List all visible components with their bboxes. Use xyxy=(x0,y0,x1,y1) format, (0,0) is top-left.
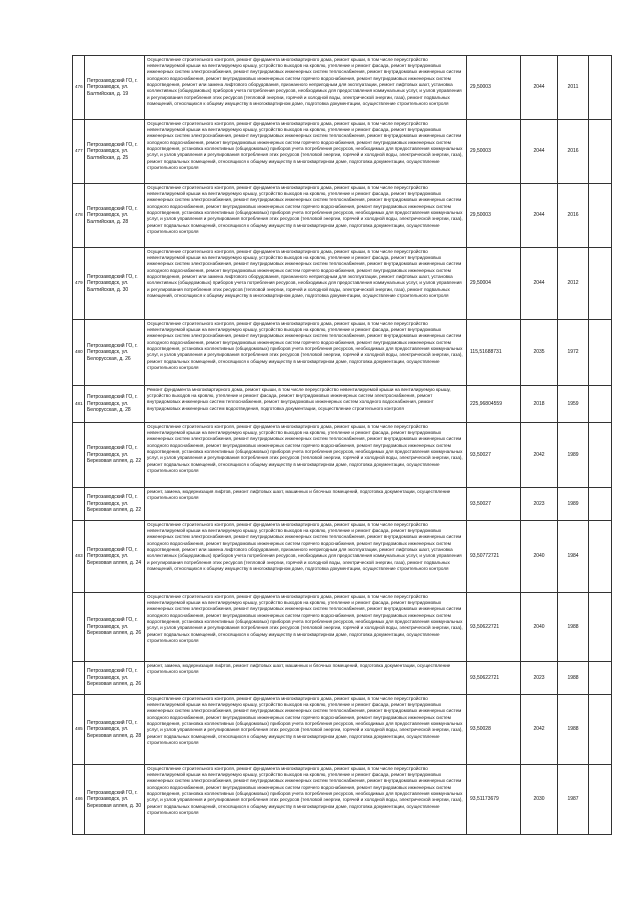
address-cell: Петрозаводский ГО, г. Петрозаводск, ул. Березовая аллея, д. 28 xyxy=(85,695,145,765)
empty-cell xyxy=(589,695,612,765)
build-year-cell: 1989 xyxy=(558,423,589,488)
empty-cell xyxy=(589,56,612,120)
table-row xyxy=(73,56,612,120)
table-row xyxy=(73,386,612,423)
row-number-cell: 480 xyxy=(73,320,85,386)
table-row xyxy=(73,521,612,593)
empty-cell xyxy=(589,184,612,248)
planned-year-cell: 2030 xyxy=(521,765,558,835)
row-number-cell: 481 xyxy=(73,386,85,423)
capital-repair-table xyxy=(72,55,612,835)
table-row xyxy=(73,423,612,488)
cost-cell: 93,50027 xyxy=(467,423,521,488)
planned-year-cell: 2044 xyxy=(521,120,558,184)
empty-cell xyxy=(589,488,612,521)
build-year-cell: 2016 xyxy=(558,120,589,184)
table-row xyxy=(73,765,612,835)
cost-cell: 225,96804559 xyxy=(467,386,521,423)
cost-cell: 93,50027 xyxy=(467,488,521,521)
work-description-cell: Осуществление строительного контроля, ремонт фундамента многоквартирного дома, ремонт крыши, в том числе переустройство невентилируемой крыши на вентилируемую крышу, устройство выходов на кровлю, утепление и ремонт фасада, ремонт внутридомовых инженерных систем электроснабжения, ремонт внутридомовых инженерных систем теплоснабжения, ремонт внутридомовых инженерных систем холодного водоснабжения, ремонт внутридомовых инженерных систем горячего водоснабжения, ремонт внутридомовых инженерных систем водоотведения, установка коллективных (общедомовых) приборов учета потребления ресурсов, необходимых для предоставления коммунальных услуг, и узлов управления и регулирования потребления этих ресурсов (тепловой энергии, горячей и холодной воды, электрической энергии, газа), ремонт подвальных помещений, относящихся к общему имуществу в многоквартирном доме, подготовка документации, осуществление строительного контроля xyxy=(145,320,467,386)
work-description-cell: Осуществление строительного контроля, ремонт фундамента многоквартирного дома, ремонт крыши, в том числе переустройство невентилируемой крыши на вентилируемую крышу, устройство выходов на кровлю, утепление и ремонт фасада, ремонт внутридомовых инженерных систем электроснабжения, ремонт внутридомовых инженерных систем теплоснабжения, ремонт внутридомовых инженерных систем холодного водоснабжения, ремонт внутридомовых инженерных систем горячего водоснабжения, ремонт внутридомовых инженерных систем водоотведения, ремонт или замена лифтового оборудования, признанного непригодным для эксплуатации, ремонт лифтовых шахт, установка коллективных (общедомовых) приборов учета потребления ресурсов, необходимых для предоставления коммунальных услуг, и узлов управления и регулирования потребления этих ресурсов (тепловой энергии, горячей и холодной воды, электрической энергии, газа), ремонт подвальных помещений, относящихся к общему имуществу в многоквартирном доме, подготовка документации, осуществление строительного контроля xyxy=(145,56,467,120)
build-year-cell: 1988 xyxy=(558,695,589,765)
planned-year-cell: 2042 xyxy=(521,695,558,765)
planned-year-cell: 2023 xyxy=(521,488,558,521)
work-description-cell: ремонт, замена, модернизация лифтов, ремонт лифтовых шахт, машинных и блочных помещений, подготовка документации, осуществление строительного контроля xyxy=(145,488,467,521)
table-row xyxy=(73,662,612,695)
cost-cell: 29,50004 xyxy=(467,248,521,320)
empty-cell xyxy=(589,386,612,423)
planned-year-cell: 2023 xyxy=(521,662,558,695)
table-row xyxy=(73,695,612,765)
planned-year-cell: 2042 xyxy=(521,423,558,488)
address-cell: Петрозаводский ГО, г. Петрозаводск, ул. Белорусская, д. 26 xyxy=(85,320,145,386)
row-number-cell xyxy=(73,488,85,521)
empty-cell xyxy=(589,521,612,593)
empty-cell xyxy=(589,423,612,488)
table-row xyxy=(73,120,612,184)
table-row xyxy=(73,593,612,662)
address-cell: Петрозаводский ГО, г. Петрозаводск, ул. Березовая аллея, д. 26 xyxy=(85,662,145,695)
build-year-cell: 1972 xyxy=(558,320,589,386)
address-cell: Петрозаводский ГО, г. Петрозаводск, ул. Балтийская, д. 30 xyxy=(85,248,145,320)
work-description-cell: Осуществление строительного контроля, ремонт фундамента многоквартирного дома, ремонт крыши, в том числе переустройство невентилируемой крыши на вентилируемую крышу, устройство выходов на кровлю, утепление и ремонт фасада, ремонт внутридомовых инженерных систем электроснабжения, ремонт внутридомовых инженерных систем теплоснабжения, ремонт внутридомовых инженерных систем холодного водоснабжения, ремонт внутридомовых инженерных систем горячего водоснабжения, ремонт внутридомовых инженерных систем водоотведения, установка коллективных (общедомовых) приборов учета потребления ресурсов, необходимых для предоставления коммунальных услуг, и узлов управления и регулирования потребления этих ресурсов (тепловой энергии, горячей и холодной воды, электрической энергии, газа), ремонт подвальных помещений, относящихся к общему имуществу в многоквартирном доме, подготовка документации, осуществление строительного контроля xyxy=(145,184,467,248)
address-cell: Петрозаводский ГО, г. Петрозаводск, ул. Березовая аллея, д. 22 xyxy=(85,423,145,488)
work-description-cell: Осуществление строительного контроля, ремонт фундамента многоквартирного дома, ремонт крыши, в том числе переустройство невентилируемой крыши на вентилируемую крышу, устройство выходов на кровлю, утепление и ремонт фасада, ремонт внутридомовых инженерных систем электроснабжения, ремонт внутридомовых инженерных систем теплоснабжения, ремонт внутридомовых инженерных систем холодного водоснабжения, ремонт внутридомовых инженерных систем горячего водоснабжения, ремонт внутридомовых инженерных систем водоотведения, установка коллективных (общедомовых) приборов учета потребления ресурсов, необходимых для предоставления коммунальных услуг, и узлов управления и регулирования потребления этих ресурсов (тепловой энергии, горячей и холодной воды, электрической энергии, газа), ремонт подвальных помещений, относящихся к общему имуществу в многоквартирном доме, подготовка документации, осуществление строительного контроля xyxy=(145,695,467,765)
planned-year-cell: 2044 xyxy=(521,56,558,120)
row-number-cell: 485 xyxy=(73,695,85,765)
cost-cell: 29,50003 xyxy=(467,120,521,184)
address-cell: Петрозаводский ГО, г. Петрозаводск, ул. Березовая аллея, д. 30 xyxy=(85,765,145,835)
planned-year-cell: 2040 xyxy=(521,593,558,662)
empty-cell xyxy=(589,765,612,835)
table-row xyxy=(73,488,612,521)
build-year-cell: 2012 xyxy=(558,248,589,320)
address-cell: Петрозаводский ГО, г. Петрозаводск, ул. Балтийская, д. 25 xyxy=(85,120,145,184)
build-year-cell: 1984 xyxy=(558,521,589,593)
cost-cell: 29,50003 xyxy=(467,184,521,248)
work-description-cell: Осуществление строительного контроля, ремонт фундамента многоквартирного дома, ремонт крыши, в том числе переустройство невентилируемой крыши на вентилируемую крышу, устройство выходов на кровлю, утепление и ремонт фасада, ремонт внутридомовых инженерных систем электроснабжения, ремонт внутридомовых инженерных систем теплоснабжения, ремонт внутридомовых инженерных систем холодного водоснабжения, ремонт внутридомовых инженерных систем горячего водоснабжения, ремонт внутридомовых инженерных систем водоотведения, установка коллективных (общедомовых) приборов учета потребления ресурсов, необходимых для предоставления коммунальных услуг, и узлов управления и регулирования потребления этих ресурсов (тепловой энергии, горячей и холодной воды, электрической энергии, газа), ремонт подвальных помещений, относящихся к общему имуществу в многоквартирном доме, подготовка документации, осуществление строительного контроля xyxy=(145,423,467,488)
row-number-cell xyxy=(73,423,85,488)
work-description-cell: Осуществление строительного контроля, ремонт фундамента многоквартирного дома, ремонт крыши, в том числе переустройство невентилируемой крыши на вентилируемую крышу, устройство выходов на кровлю, утепление и ремонт фасада, ремонт внутридомовых инженерных систем электроснабжения, ремонт внутридомовых инженерных систем теплоснабжения, ремонт внутридомовых инженерных систем холодного водоснабжения, ремонт внутридомовых инженерных систем горячего водоснабжения, ремонт внутридомовых инженерных систем водоотведения, ремонт или замена лифтового оборудования, признанного непригодным для эксплуатации, ремонт лифтовых шахт, установка коллективных (общедомовых) приборов учета потребления ресурсов, необходимых для предоставления коммунальных услуг, и узлов управления и регулирования потребления этих ресурсов (тепловой энергии, горячей и холодной воды, электрической энергии, газа), ремонт подвальных помещений, относящихся к общему имуществу в многоквартирном доме, подготовка документации, осуществление строительного контроля xyxy=(145,248,467,320)
cost-cell: 93,50622721 xyxy=(467,662,521,695)
row-number-cell: 479 xyxy=(73,248,85,320)
table-row xyxy=(73,248,612,320)
address-cell: Петрозаводский ГО, г. Петрозаводск, ул. Березовая аллея, д. 22 xyxy=(85,488,145,521)
build-year-cell: 1959 xyxy=(558,386,589,423)
cost-cell: 29,50003 xyxy=(467,56,521,120)
cost-cell: 115,51688731 xyxy=(467,320,521,386)
document-page xyxy=(72,55,611,835)
planned-year-cell: 2018 xyxy=(521,386,558,423)
work-description-cell: Ремонт фундамента многоквартирного дома, ремонт крыши, в том числе переустройство невентилируемой крыши на вентилируемую крышу, устройство выходов на кровлю, утепление и ремонт фасада, ремонт внутридомовых инженерных систем электроснабжения, ремонт внутридомовых инженерных систем теплоснабжения, ремонт внутридомовых инженерных систем холодного водоснабжения, ремонт внутридомовых инженерных систем водоотведения, подготовка документации, осуществление строительного контроля xyxy=(145,386,467,423)
table-row xyxy=(73,184,612,248)
empty-cell xyxy=(589,662,612,695)
work-description-cell: Осуществление строительного контроля, ремонт фундамента многоквартирного дома, ремонт крыши, в том числе переустройство невентилируемой крыши на вентилируемую крышу, устройство выходов на кровлю, утепление и ремонт фасада, ремонт внутридомовых инженерных систем электроснабжения, ремонт внутридомовых инженерных систем теплоснабжения, ремонт внутридомовых инженерных систем холодного водоснабжения, ремонт внутридомовых инженерных систем горячего водоснабжения, ремонт внутридомовых инженерных систем водоотведения, ремонт или замена лифтового оборудования, признанного непригодным для эксплуатации, ремонт лифтовых шахт, установка коллективных (общедомовых) приборов учета потребления ресурсов, необходимых для предоставления коммунальных услуг, и узлов управления и регулирования потребления этих ресурсов (тепловой энергии, горячей и холодной воды, электрической энергии, газа), ремонт подвальных помещений, относящихся к общему имуществу в многоквартирном доме, подготовка документации, осуществление строительного контроля xyxy=(145,521,467,593)
cost-cell: 93,50772721 xyxy=(467,521,521,593)
row-number-cell: 483 xyxy=(73,521,85,593)
planned-year-cell: 2035 xyxy=(521,320,558,386)
cost-cell: 93,50622721 xyxy=(467,593,521,662)
row-number-cell: 486 xyxy=(73,765,85,835)
row-number-cell: 478 xyxy=(73,184,85,248)
address-cell: Петрозаводский ГО, г. Петрозаводск, ул. Белорусская, д. 28 xyxy=(85,386,145,423)
row-number-cell xyxy=(73,593,85,662)
row-number-cell: 476 xyxy=(73,56,85,120)
planned-year-cell: 2044 xyxy=(521,248,558,320)
work-description-cell: Осуществление строительного контроля, ремонт фундамента многоквартирного дома, ремонт крыши, в том числе переустройство невентилируемой крыши на вентилируемую крышу, устройство выходов на кровлю, утепление и ремонт фасада, ремонт внутридомовых инженерных систем электроснабжения, ремонт внутридомовых инженерных систем теплоснабжения, ремонт внутридомовых инженерных систем холодного водоснабжения, ремонт внутридомовых инженерных систем горячего водоснабжения, ремонт внутридомовых инженерных систем водоотведения, установка коллективных (общедомовых) приборов учета потребления ресурсов, необходимых для предоставления коммунальных услуг, и узлов управления и регулирования потребления этих ресурсов (тепловой энергии, горячей и холодной воды, электрической энергии, газа), ремонт подвальных помещений, относящихся к общему имуществу в многоквартирном доме, подготовка документации, осуществление строительного контроля xyxy=(145,120,467,184)
row-number-cell: 477 xyxy=(73,120,85,184)
build-year-cell: 1989 xyxy=(558,488,589,521)
build-year-cell: 2011 xyxy=(558,56,589,120)
address-cell: Петрозаводский ГО, г. Петрозаводск, ул. Балтийская, д. 19 xyxy=(85,56,145,120)
address-cell: Петрозаводский ГО, г. Петрозаводск, ул. Березовая аллея, д. 24 xyxy=(85,521,145,593)
row-number-cell xyxy=(73,662,85,695)
planned-year-cell: 2044 xyxy=(521,184,558,248)
empty-cell xyxy=(589,120,612,184)
cost-cell: 93,50028 xyxy=(467,695,521,765)
address-cell: Петрозаводский ГО, г. Петрозаводск, ул. Балтийская, д. 28 xyxy=(85,184,145,248)
table-row xyxy=(73,320,612,386)
empty-cell xyxy=(589,320,612,386)
empty-cell xyxy=(589,593,612,662)
work-description-cell: Осуществление строительного контроля, ремонт фундамента многоквартирного дома, ремонт крыши, в том числе переустройство невентилируемой крыши на вентилируемую крышу, устройство выходов на кровлю, утепление и ремонт фасада, ремонт внутридомовых инженерных систем электроснабжения, ремонт внутридомовых инженерных систем теплоснабжения, ремонт внутридомовых инженерных систем холодного водоснабжения, ремонт внутридомовых инженерных систем горячего водоснабжения, ремонт внутридомовых инженерных систем водоотведения, установка коллективных (общедомовых) приборов учета потребления ресурсов, необходимых для предоставления коммунальных услуг, и узлов управления и регулирования потребления этих ресурсов (тепловой энергии, горячей и холодной воды, электрической энергии, газа), ремонт подвальных помещений, относящихся к общему имуществу в многоквартирном доме, подготовка документации, осуществление строительного контроля xyxy=(145,765,467,835)
table-body xyxy=(73,56,612,835)
build-year-cell: 1988 xyxy=(558,662,589,695)
work-description-cell: ремонт, замена, модернизация лифтов, ремонт лифтовых шахт, машинных и блочных помещений, подготовка документации, осуществление строительного контроля xyxy=(145,662,467,695)
planned-year-cell: 2040 xyxy=(521,521,558,593)
build-year-cell: 1988 xyxy=(558,593,589,662)
build-year-cell: 1987 xyxy=(558,765,589,835)
build-year-cell: 2016 xyxy=(558,184,589,248)
cost-cell: 93,51173679 xyxy=(467,765,521,835)
empty-cell xyxy=(589,248,612,320)
work-description-cell: Осуществление строительного контроля, ремонт фундамента многоквартирного дома, ремонт крыши, в том числе переустройство невентилируемой крыши на вентилируемую крышу, устройство выходов на кровлю, утепление и ремонт фасада, ремонт внутридомовых инженерных систем электроснабжения, ремонт внутридомовых инженерных систем теплоснабжения, ремонт внутридомовых инженерных систем холодного водоснабжения, ремонт внутридомовых инженерных систем горячего водоснабжения, ремонт внутридомовых инженерных систем водоотведения, установка коллективных (общедомовых) приборов учета потребления ресурсов, необходимых для предоставления коммунальных услуг, и узлов управления и регулирования потребления этих ресурсов (тепловой энергии, горячей и холодной воды, электрической энергии, газа), ремонт подвальных помещений, относящихся к общему имуществу в многоквартирном доме, подготовка документации, осуществление строительного контроля xyxy=(145,593,467,662)
address-cell: Петрозаводский ГО, г. Петрозаводск, ул. Березовая аллея, д. 26 xyxy=(85,593,145,662)
